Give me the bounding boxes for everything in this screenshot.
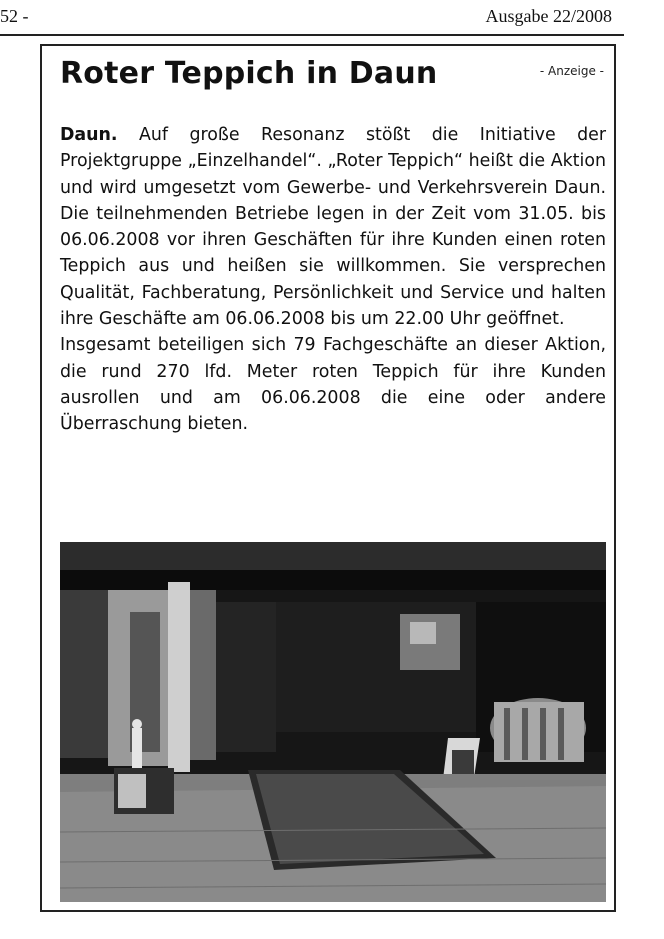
dateline: Daun. [60, 125, 118, 145]
article-body [60, 122, 606, 438]
article-paragraph-2: Insgesamt beteiligen sich 79 Fachgeschäfte an dieser Aktion, die rund 270 lfd. Meter roten Teppich für ihre Kunden ausrollen und am 06.06.2008 die eine oder andere Überraschung bieten. [60, 335, 606, 435]
article-paragraph-1 [60, 122, 606, 332]
header-rule [0, 34, 624, 36]
page-number: 52 - [0, 6, 29, 26]
article-box [40, 44, 616, 912]
paragraph-1-text: Auf große Resonanz stößt die Initiative der Projektgruppe „Einzelhandel“. „Roter Teppich“ heißt die Aktion und wird umgesetzt vom Gewerbe- und Verkehrsverein Daun. Die teilnehmenden Betriebe legen in der Zeit vom 31.05. bis 06.06.2008 vor ihren Geschäften für ihre Kunden einen roten Teppich aus und heißen sie willkommen. Sie versprechen Qualität, Fachberatung, Persönlichkeit und Service und halten ihre Geschäfte am 06.06.2008 bis um 22.00 Uhr geöffnet. [60, 125, 606, 330]
storefront-photo [60, 542, 606, 902]
article-headline: Roter Teppich in Daun [60, 56, 438, 91]
storefront-photo-image [60, 542, 606, 902]
advertisement-tag: - Anzeige - [539, 64, 604, 78]
issue-label: Ausgabe 22/2008 [485, 6, 612, 26]
